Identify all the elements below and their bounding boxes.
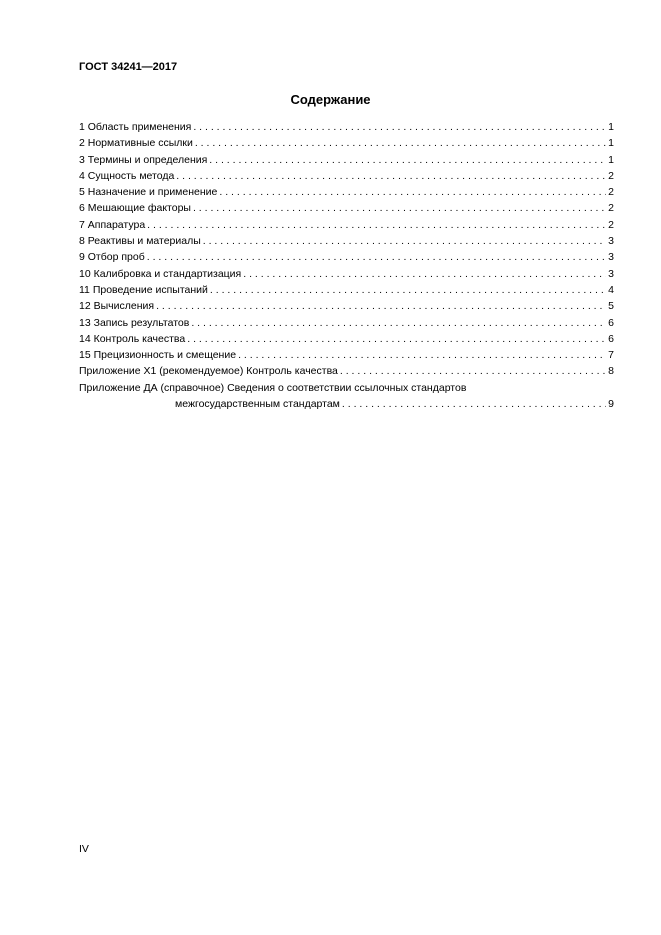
toc-entry-label: 13 Запись результатов [79,316,190,329]
toc-entry-page: 2 [608,169,614,182]
toc-leader-dots [187,331,606,347]
toc-entry[interactable] [79,282,614,298]
toc-leader-dots [243,266,606,282]
toc-entry-label: 11 Проведение испытаний [79,283,208,296]
toc-leader-dots [209,152,606,168]
toc-entry-page: 4 [608,283,614,296]
toc-entry-label: 1 Область применения [79,121,192,133]
toc-entry-page: 1 [608,121,614,133]
toc-entry-page: 1 [608,137,614,150]
toc-entry[interactable] [79,249,614,265]
toc-entry-label: 14 Контроль качества [79,332,186,345]
toc-entry-page: 3 [608,251,614,264]
toc-leader-dots [210,282,606,298]
toc-entry-label: 8 Реактивы и материалы [79,235,201,248]
toc-entry[interactable] [79,119,614,135]
toc-entry[interactable] [79,217,614,233]
toc-appendix-da-title[interactable]: Приложение ДА (справочное) Сведения о соответствии ссылочных стандартов [79,381,467,394]
toc-entry-page: 6 [608,332,614,345]
toc-entry[interactable] [79,315,614,331]
toc-entry[interactable] [79,184,614,200]
toc-entry-page: 2 [608,202,614,215]
table-of-contents [79,119,614,412]
toc-entry-page: 2 [608,186,614,199]
toc-entry[interactable] [79,331,614,347]
toc-entry-page: 1 [608,153,614,166]
toc-leader-dots [156,298,606,314]
toc-entry-page: 2 [608,218,614,231]
toc-leader-dots [193,119,606,135]
page-number: IV [79,843,89,855]
toc-entry-label: 15 Прецизионность и смещение [79,349,237,362]
toc-entry[interactable] [79,233,614,249]
toc-leader-dots [203,233,606,249]
toc-leader-dots [193,200,606,216]
toc-entry-label: 4 Сущность метода [79,169,175,182]
toc-entry-label: 10 Калибровка и стандартизация [79,267,242,280]
toc-entry[interactable] [79,347,614,363]
toc-entry[interactable] [79,135,614,151]
toc-entry-label: 6 Мешающие факторы [79,202,191,215]
toc-leader-dots [176,168,606,184]
toc-entry-page: 8 [608,365,614,378]
toc-entry-label: 5 Назначение и применение [79,186,218,199]
toc-entry[interactable] [79,363,614,379]
toc-entry-page: 6 [608,316,614,329]
toc-entry[interactable] [79,168,614,184]
toc-entry-label: 12 Вычисления [79,300,155,313]
toc-leader-dots [147,217,606,233]
toc-leader-dots [147,249,606,265]
toc-entry-label: межгосударственным стандартам [175,398,340,411]
toc-leader-dots [191,315,606,331]
toc-entry[interactable] [79,152,614,168]
toc-entry[interactable] [79,200,614,216]
toc-entry-page: 7 [608,349,614,362]
toc-leader-dots [342,396,606,412]
toc-leader-dots [219,184,606,200]
toc-leader-dots [340,363,606,379]
toc-entry-label: 2 Нормативные ссылки [79,137,193,150]
toc-entry-label: 3 Термины и определения [79,153,208,166]
toc-entry[interactable] [79,266,614,282]
toc-entry-page: 9 [608,398,614,411]
toc-leader-dots [195,135,606,151]
toc-entry-label: 9 Отбор проб [79,251,145,264]
document-code: ГОСТ 34241—2017 [79,61,178,73]
toc-entry-label: Приложение Х1 (рекомендуемое) Контроль качества [79,365,338,378]
toc-entry-label: 7 Аппаратура [79,218,146,231]
toc-entry-page: 5 [608,300,614,313]
toc-title: Содержание [290,92,371,107]
toc-entry-page: 3 [608,267,614,280]
toc-entry[interactable] [79,396,614,412]
toc-entry[interactable] [79,298,614,314]
toc-leader-dots [238,347,606,363]
toc-entry-page: 3 [608,235,614,248]
